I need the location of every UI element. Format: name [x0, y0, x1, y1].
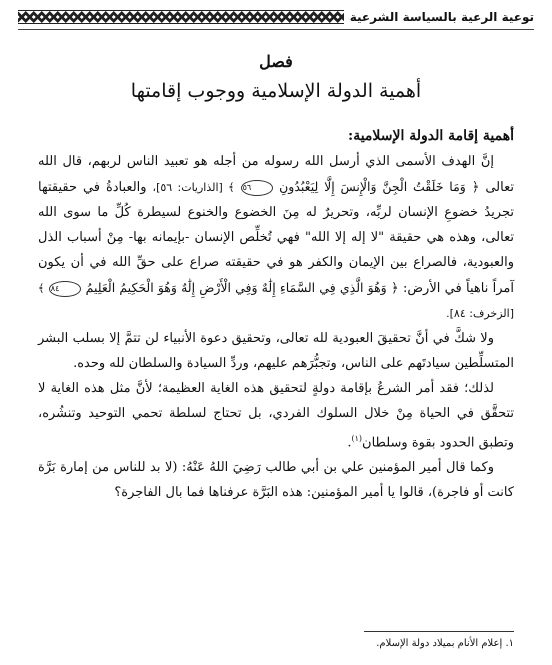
subheading: أهمية إقامة الدولة الإسلامية: — [348, 128, 514, 144]
ayah-number-1: ٥٦ — [241, 180, 274, 196]
verse-reference-2: ﴾ [الزخرف: ٨٤]. — [38, 282, 514, 320]
body-text — [38, 116, 514, 505]
footnote-rule — [364, 631, 514, 632]
header-title: توعية الرعية بالسياسة الشرعية — [349, 10, 534, 24]
header-rule — [18, 29, 534, 30]
verse-reference-1: ﴾ [الذاريات: ٥٦]، — [152, 181, 235, 194]
footnote-marker: (١) — [351, 434, 363, 443]
paragraph-4: وكما قال أمير المؤمنين علي بن أبي طالب رَضِيَ اللهُ عَنْهُ: (لا بد للناس من إمارة بَرَّة كانت أو فاجرة)، قالوا يا أمير المؤمنين: هذه البَرَّة عرفناها فما بال الفاجرة؟ — [38, 460, 514, 501]
section-label: فصل — [259, 52, 293, 71]
quran-verse-2: وَهُوَ الَّذِي فِي السَّمَاءِ إِلَٰهٌ وَفِي الْأَرْضِ إِلَٰهٌ وَهُوَ الْحَكِيمُ الْعَلِيمُ — [85, 280, 387, 295]
paragraph-1-text-a: إنَّ الهدف الأسمى الذي أرسل الله رسوله من أجله هو تعبيد الناس لربهم، قال الله تعالى ﴿ — [38, 154, 514, 195]
header-ornament-border — [18, 10, 344, 24]
paragraph-3-end: . — [347, 435, 352, 451]
footnote: ١. إعلام الأنام بميلاد دولة الإسلام. — [376, 638, 514, 649]
running-header — [18, 9, 534, 25]
paragraph-3 — [38, 376, 514, 455]
paragraph-2: ولا شكَّ في أنَّ تحقيقَ العبودية لله تعالى، وتحقيق دعوة الأنبياء لن تتمَّ إلا بسلب البشر المتسلِّطين سيادتَهم على الناس، وتجبُّرَهم عليهم، وردِّ السيادة والسلطان لله وحده. — [38, 331, 514, 371]
paragraph-1-text-b: والعبادةُ في حقيقتها تجريدُ خضوعِ الإنسان لربِّه، وتحريرٌ له مِنَ الخضوع والخنوع لسيطرة كُلِّ ما سوى الله تعالى، وهذه هي حقيقة "لا إله إلا الله" فهي تُخلِّص الإنسان -بإيمانه بها- مِنْ أسباب الذل والعبودية، فالصراع بين الإيمان والكفر هو في حقيقته صراع على حقِّ الله في أن يكون آمراً ناهياً في الأرض: ﴿ — [38, 180, 514, 296]
quran-verse-1: وَمَا خَلَقْتُ الْجِنَّ وَالْإِنسَ إِلَّا لِيَعْبُدُونِ — [279, 179, 466, 194]
paragraph-3-text: لذلك؛ فقد أمر الشرعُ بإقامة دولةٍ لتحقيق هذه الغاية العظيمة؛ لأنَّ مثل هذه الغاية لا تتحقَّق في الحياة مِنْ خلال السلوك الفردي، بل تحتاج لسلطة تحمي التوحيد وتنشُره، وتطبق الحدود بقوة وسلطان — [38, 381, 514, 451]
chapter-title: أهمية الدولة الإسلامية ووجوب إقامتها — [130, 80, 422, 102]
paragraph-1 — [38, 149, 514, 326]
ayah-number-2: ٨٤ — [49, 281, 82, 297]
